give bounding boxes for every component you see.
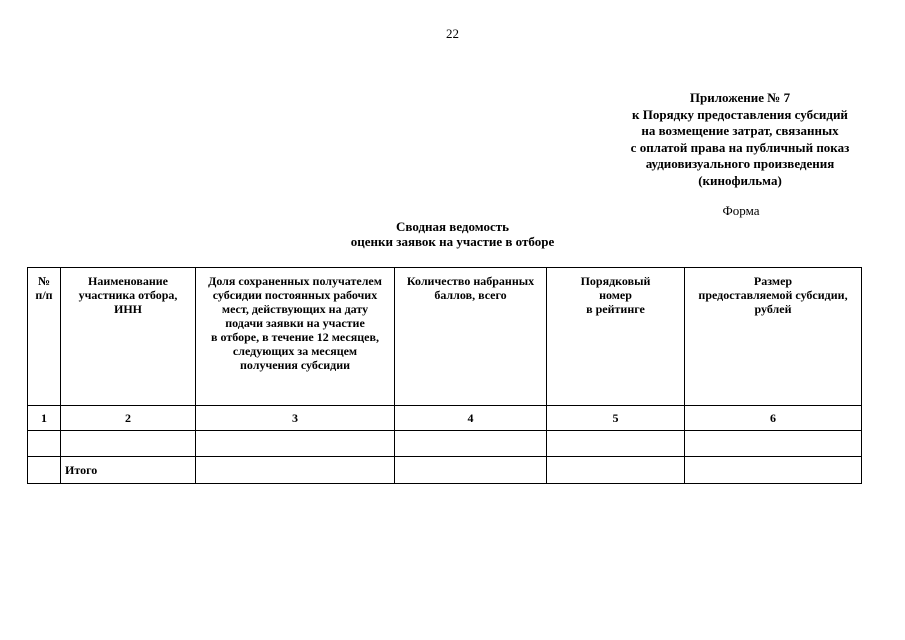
empty-cell [196,457,395,484]
column-number-cell: 1 [28,406,61,431]
header-cell-line: баллов, всего [434,288,507,302]
document-title [300,219,605,249]
column-number-cell: 3 [196,406,395,431]
header-cell-line: Наименование [88,274,168,288]
header-cell-jobs-share [196,268,395,406]
table-header-row [28,268,862,406]
appendix-line: к Порядку предоставления субсидий [632,106,848,122]
header-cell-line: ИНН [113,302,142,316]
appendix-header [600,90,880,189]
empty-cell [685,457,862,484]
header-cell-line: Количество набранных [406,274,535,288]
table-row-empty [28,431,862,457]
header-cell-line: номер [599,288,632,302]
empty-cell [395,457,547,484]
header-cell-participant [61,268,196,406]
column-number-cell: 2 [61,406,196,431]
header-cell-line: мест, действующих на дату [221,302,369,316]
empty-cell [547,431,685,457]
header-cell-line: участника отбора, [78,288,178,302]
appendix-line: с оплатой права на публичный показ [630,139,850,155]
header-cell-points [395,268,547,406]
column-number-cell: 4 [395,406,547,431]
empty-cell [685,431,862,457]
empty-cell [196,431,395,457]
document-title-line: оценки заявок на участие в отборе [350,234,555,249]
document-title-line: Сводная ведомость [396,219,509,234]
header-cell-line: субсидии постоянных рабочих [212,288,378,302]
header-cell-line: Доля сохраненных получателем [208,274,382,288]
header-cell-line: подачи заявки на участие [225,316,365,330]
header-cell-line: предоставляемой субсидии, [698,288,848,302]
header-cell-line: получения субсидии [239,358,351,372]
header-cell-line: Порядковый [580,274,651,288]
header-cell-line: следующих за месяцем [232,344,358,358]
appendix-line: на возмещение затрат, связанных [641,123,839,138]
header-cell-rank [547,268,685,406]
column-number-cell: 6 [685,406,862,431]
appendix-line: (кинофильма) [698,172,782,188]
header-cell-subsidy-amount [685,268,862,406]
header-cell-line: в рейтинге [586,302,645,316]
empty-cell [547,457,685,484]
page-number: 22 [446,26,459,41]
empty-cell [28,431,61,457]
empty-cell [395,431,547,457]
header-cell-line: Размер [753,274,793,288]
form-label: Форма [722,203,760,218]
column-number-row [28,406,862,431]
table-row-total [28,457,862,484]
header-cell-number [28,268,61,406]
empty-cell [28,457,61,484]
header-cell-line: рублей [754,302,792,316]
appendix-line: аудиовизуального произведения [645,156,835,171]
total-label: Итого [61,457,196,484]
summary-table [27,267,862,484]
header-cell-line: п/п [35,288,53,302]
empty-cell [61,431,196,457]
appendix-title: Приложение № 7 [689,90,791,105]
header-cell-line: № [37,274,51,288]
header-cell-line: в отборе, в течение 12 месяцев, [211,330,379,344]
column-number-cell: 5 [547,406,685,431]
